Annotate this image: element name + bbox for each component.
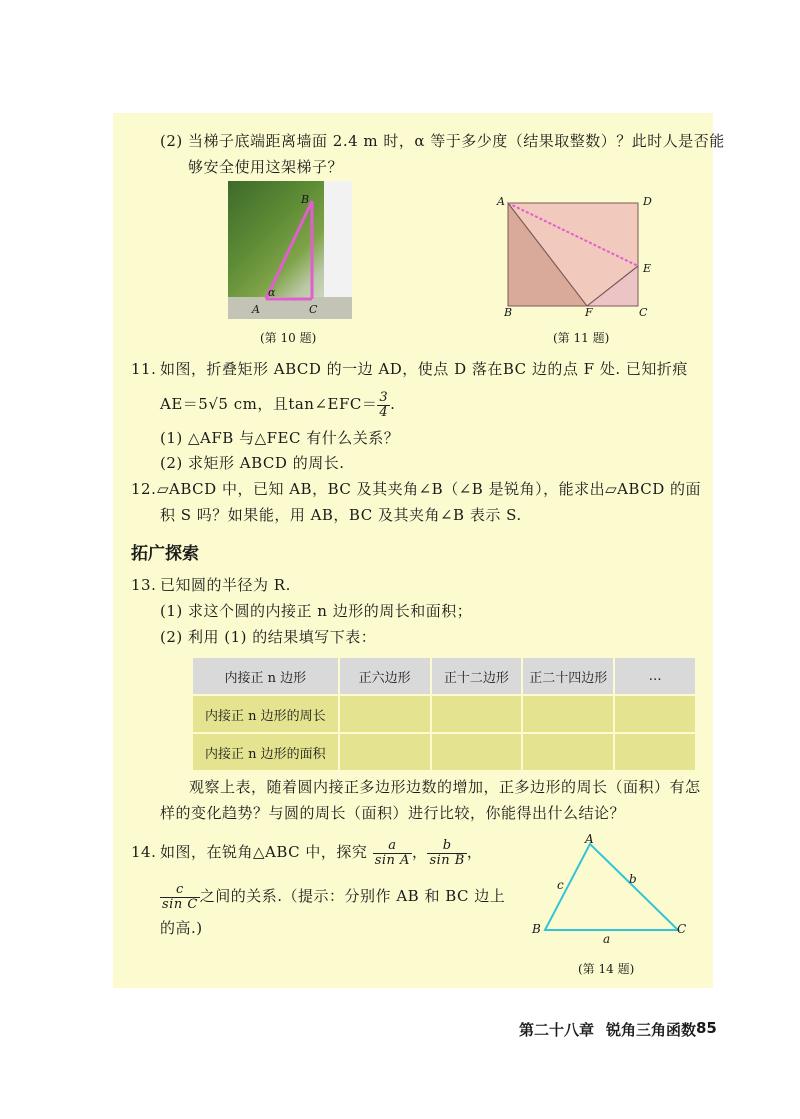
problem11-line1: 如图，折叠矩形 ABCD 的一边 AD，使点 D 落在BC 边的点 F 处. 已知折痕 bbox=[160, 360, 688, 378]
tan-fraction bbox=[377, 391, 390, 420]
tan-fraction-den: 4 bbox=[379, 404, 389, 420]
fig11-label-e: E bbox=[643, 262, 652, 275]
table-cell bbox=[615, 696, 695, 732]
fig11-label-f: F bbox=[585, 306, 593, 319]
fig10-label-c: C bbox=[309, 303, 318, 316]
tan-fraction-num: 3 bbox=[379, 389, 389, 405]
problem14-comma: ， bbox=[466, 843, 483, 861]
problem14-line1-text: 如图，在锐角△ABC 中，探究 bbox=[160, 843, 368, 861]
fig14-label-b: B bbox=[532, 922, 541, 936]
table-header-cell: 正十二边形 bbox=[432, 658, 522, 694]
figure14-caption: (第 14 题) bbox=[578, 962, 635, 976]
fig10-label-alpha: α bbox=[268, 286, 276, 299]
problem11-line2-pre: AE＝5√5 cm，且tan∠EFC＝ bbox=[160, 395, 378, 413]
fig10-label-a: A bbox=[252, 303, 260, 316]
fraction-c-num: c bbox=[160, 883, 200, 898]
table-header-cell: 内接正 n 边形 bbox=[193, 658, 338, 694]
table-cell bbox=[340, 734, 430, 770]
problem13-sub2: (2) 利用 (1) 的结果填写下表： bbox=[160, 628, 377, 646]
fig14-side-c: c bbox=[557, 878, 564, 892]
problem12-number: 12. bbox=[131, 480, 157, 498]
table-header-cell: 正二十四边形 bbox=[523, 658, 613, 694]
fraction-c-den: sin C bbox=[162, 896, 198, 912]
problem12-line1: ▱ABCD 中，已知 AB，BC 及其夹角∠B（∠B 是锐角），能求出▱ABCD 的面 bbox=[157, 480, 702, 498]
problem11-line2 bbox=[160, 387, 395, 421]
problem11-line2-post: . bbox=[390, 395, 396, 413]
fraction-a-den: sin A bbox=[374, 852, 410, 868]
problem13-observation-line2: 样的变化趋势？与圆的周长（面积）进行比较，你能得出什么结论？ bbox=[160, 804, 626, 822]
fig11-label-c: C bbox=[639, 306, 648, 319]
table-cell bbox=[340, 696, 430, 732]
problem14-line3: 的高.) bbox=[160, 919, 203, 937]
problem13-observation-line1: 观察上表，随着圆内接正多边形边数的增加，正多边形的周长（面积）有怎 bbox=[189, 778, 701, 796]
fig14-label-a: A bbox=[585, 832, 594, 846]
fig11-label-d: D bbox=[643, 195, 652, 208]
problem10-part2-line1: (2) 当梯子底端距离墙面 2.4 m 时，α 等于多少度（结果取整数）？此时人是否能 bbox=[160, 132, 725, 150]
fig11-label-b: B bbox=[504, 306, 513, 319]
fig14-side-a: a bbox=[603, 932, 611, 946]
problem12-line2: 积 S 吗？如果能，用 AB，BC 及其夹角∠B 表示 S. bbox=[160, 506, 522, 524]
table-cell bbox=[432, 696, 522, 732]
page-number: 85 bbox=[696, 1019, 717, 1037]
problem11-number: 11. bbox=[131, 360, 157, 378]
fig10-label-b: B bbox=[301, 193, 310, 206]
ladder-line bbox=[266, 201, 312, 299]
footer-chapter: 第二十八章 bbox=[519, 1021, 595, 1039]
problem11-sub1: (1) △AFB 与△FEC 有什么关系？ bbox=[160, 429, 400, 447]
problem14-line2-text: 之间的关系.（提示：分别作 AB 和 BC 边上 bbox=[199, 887, 506, 905]
table-cell bbox=[615, 734, 695, 770]
fig11-label-a: A bbox=[497, 195, 505, 208]
figure10-caption: (第 10 题) bbox=[260, 331, 317, 345]
table-row-label: 内接正 n 边形的周长 bbox=[193, 696, 338, 732]
table-row-label: 内接正 n 边形的面积 bbox=[193, 734, 338, 770]
footer-title: 锐角三角函数 bbox=[606, 1021, 697, 1039]
fig14-side-b: b bbox=[629, 872, 637, 886]
table-cell bbox=[523, 734, 613, 770]
table-header-cell: 正六边形 bbox=[340, 658, 430, 694]
figure11-caption: (第 11 题) bbox=[553, 331, 610, 345]
table-header-row bbox=[193, 658, 695, 694]
table-cell bbox=[523, 696, 613, 732]
problem11-sub2: (2) 求矩形 ABCD 的周长. bbox=[160, 454, 345, 472]
table-row bbox=[193, 734, 695, 770]
polygon-table bbox=[191, 656, 697, 772]
fig14-label-c: C bbox=[677, 922, 687, 936]
problem13-sub1: (1) 求这个圆的内接正 n 边形的周长和面积； bbox=[160, 602, 473, 620]
figure14-triangle bbox=[530, 830, 700, 940]
section-heading: 拓广探索 bbox=[131, 544, 199, 564]
problem14-number: 14. bbox=[131, 843, 157, 861]
problem14-comma: ， bbox=[411, 843, 428, 861]
problem10-part2-line2: 够安全使用这架梯子？ bbox=[188, 158, 344, 176]
fraction-a-num: a bbox=[373, 839, 412, 854]
fraction-c-sin-c bbox=[160, 883, 200, 912]
fraction-a-sin-a bbox=[373, 839, 412, 868]
table-cell bbox=[432, 734, 522, 770]
figure11-diagram bbox=[495, 190, 665, 325]
fraction-b-den: sin B bbox=[429, 852, 465, 868]
fraction-b-sin-b bbox=[427, 839, 466, 868]
table-row bbox=[193, 696, 695, 732]
problem14-line1 bbox=[160, 832, 482, 872]
fraction-b-num: b bbox=[427, 839, 466, 854]
triangle-abc bbox=[545, 844, 678, 930]
figure10-ladder-diagram bbox=[228, 181, 352, 319]
problem13-number: 13. bbox=[131, 576, 157, 594]
table-header-cell: … bbox=[615, 658, 695, 694]
problem14-line2 bbox=[160, 876, 505, 916]
problem13-line1: 已知圆的半径为 R. bbox=[160, 576, 291, 594]
